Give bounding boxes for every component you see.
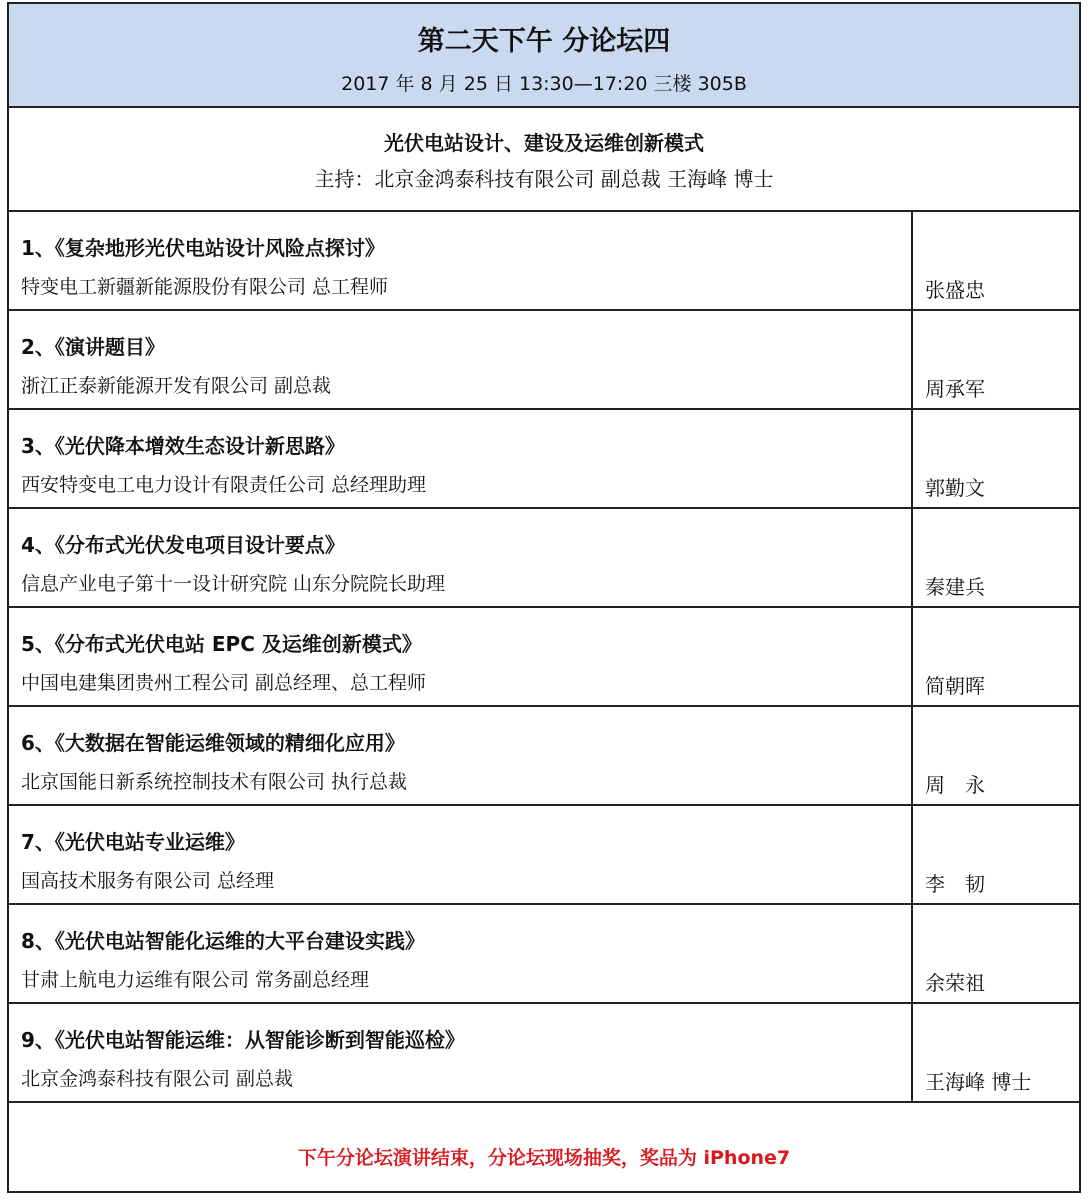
talk-title: 3、《光伏降本增效生态设计新思路》 [21,434,345,458]
speaker-organization: 浙江正泰新能源开发有限公司 副总裁 [21,375,332,397]
agenda-header [9,4,1079,108]
talk-row [9,608,1079,707]
talk-row [9,1004,1079,1103]
talk-row [9,212,1079,311]
speaker-name: 余荣祖 [925,971,985,995]
speaker-organization: 中国电建集团贵州工程公司 副总经理、总工程师 [21,672,427,694]
speaker-organization: 甘肃上航电力运维有限公司 常务副总经理 [21,969,370,991]
speaker-organization: 信息产业电子第十一设计研究院 山东分院院长助理 [21,573,446,595]
talk-title: 8、《光伏电站智能化运维的大平台建设实践》 [21,929,425,953]
speaker-organization: 北京国能日新系统控制技术有限公司 执行总裁 [21,771,408,793]
talk-title: 4、《分布式光伏发电项目设计要点》 [21,533,345,557]
session-host: 主持：北京金鸿泰科技有限公司 副总裁 王海峰 博士 [314,167,774,191]
talk-title: 1、《复杂地形光伏电站设计风险点探讨》 [21,236,385,260]
speaker-name: 郭勤文 [925,476,985,500]
forum-date-location: 2017 年 8 月 25 日 13:30—17:20 三楼 305B [341,73,747,95]
talk-row [9,707,1079,806]
talk-row [9,905,1079,1004]
talk-row [9,509,1079,608]
speaker-name: 周承军 [925,377,985,401]
speaker-name: 秦建兵 [925,575,985,599]
talk-row [9,311,1079,410]
forum-title: 第二天下午 分论坛四 [417,26,671,57]
speaker-organization: 特变电工新疆新能源股份有限公司 总工程师 [21,276,389,298]
speaker-organization: 北京金鸿泰科技有限公司 副总裁 [21,1068,294,1090]
speaker-organization: 西安特变电工电力设计有限责任公司 总经理助理 [21,474,427,496]
talk-title: 5、《分布式光伏电站 EPC 及运维创新模式》 [21,632,422,656]
closing-announcement: 下午分论坛演讲结束，分论坛现场抽奖，奖品为 iPhone7 [297,1147,791,1169]
session-topic: 光伏电站设计、建设及运维创新模式 [384,131,704,155]
talk-title: 9、《光伏电站智能运维：从智能诊断到智能巡检》 [21,1028,465,1052]
speaker-name: 周 永 [925,773,985,797]
speaker-name: 王海峰 博士 [925,1070,1032,1094]
talk-title: 2、《演讲题目》 [21,335,165,359]
speaker-name: 张盛忠 [925,278,985,302]
talk-title: 7、《光伏电站专业运维》 [21,830,245,854]
talk-row [9,806,1079,905]
speaker-name: 简朝晖 [925,674,985,698]
speaker-name: 李 韧 [925,872,985,896]
speaker-organization: 国高技术服务有限公司 总经理 [21,870,275,892]
agenda-footer [9,1103,1079,1203]
talk-title: 6、《大数据在智能运维领域的精细化应用》 [21,731,405,755]
session-info [9,108,1079,212]
talk-row [9,410,1079,509]
agenda-table [7,2,1081,1193]
